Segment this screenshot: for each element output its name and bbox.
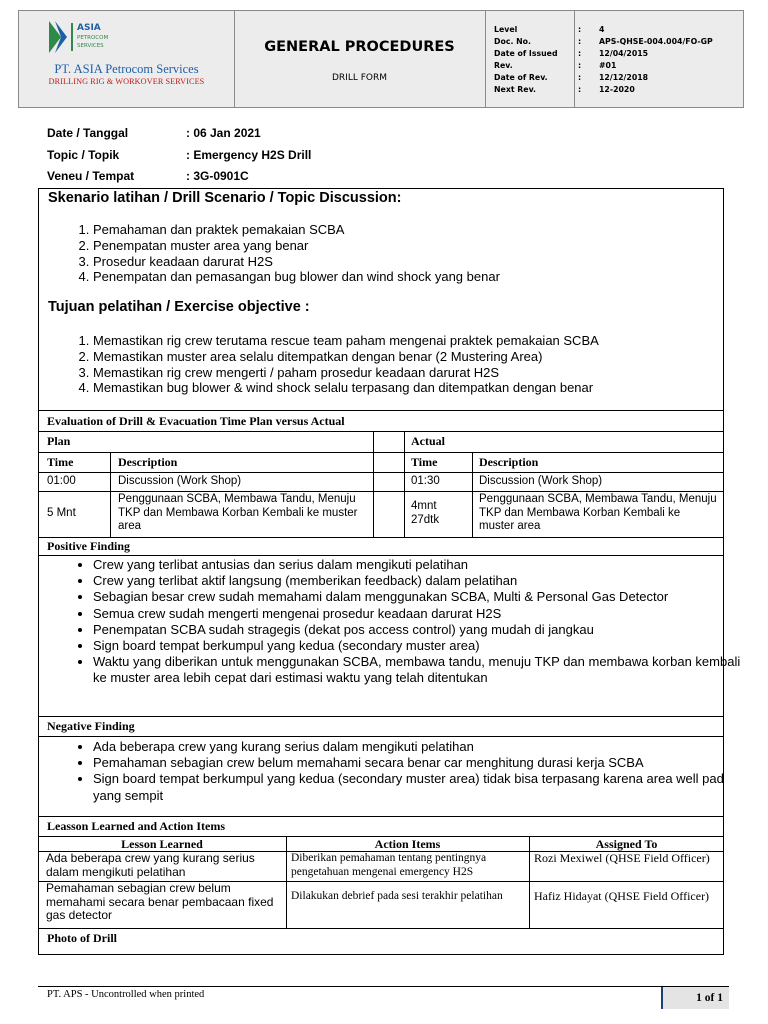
footer-divider (38, 986, 729, 987)
meta-value: 4 (599, 25, 605, 34)
positive-item: • Penempatan SCBA sudah stragegis (dekat pos access control) yang mudah di jangkau (93, 622, 753, 638)
action-cell: Dilakukan debrief pada sesi terakhir pelatihan (291, 890, 503, 902)
row-divider (38, 452, 724, 453)
meta-value: 12-2020 (599, 85, 635, 94)
row-divider (38, 491, 724, 492)
row-divider (38, 431, 724, 432)
positive-item: • Waktu yang diberikan untuk menggunakan SCBA, membawa tandu, menuju TKP dan membawa korban kembali ke muster area lebih cepat dari estimasi waktu yang telah ditentukan (93, 654, 753, 686)
info-venue (47, 169, 249, 183)
meta-label: Rev. (494, 61, 513, 70)
row-divider (38, 537, 724, 538)
lesson-cell: Ada beberapa crew yang kurang serius dalam mengikuti pelatihan (46, 851, 255, 879)
page-number: 1 of 1 (661, 987, 729, 1009)
objective-item: 2. Memastikan muster area selalu ditempatkan dengan benar (2 Mustering Area) (93, 349, 599, 365)
logo-text-1: ASIA (77, 23, 101, 33)
scenario-item: 2. Penempatan muster area yang benar (93, 238, 500, 254)
evaluation-title: Evaluation of Drill & Evacuation Time Plan versus Actual (47, 414, 345, 428)
actual-desc: Penggunaan SCBA, Membawa Tandu, Menuju TKP dan Membawa Korban Kembali ke muster area (479, 493, 717, 532)
actual-desc: Discussion (Work Shop) (479, 475, 603, 487)
negative-list (48, 739, 753, 804)
header-divider (485, 11, 486, 107)
meta-row (494, 36, 713, 48)
positive-list (48, 557, 753, 687)
row-divider (38, 716, 724, 717)
logo-text-3: SERVICES (77, 43, 104, 49)
scenario-list (48, 222, 500, 285)
meta-label: Doc. No. (494, 37, 531, 46)
plan-time: 5 Mnt (47, 507, 76, 519)
meta-label: Date of Rev. (494, 73, 548, 82)
actual-label: Actual (411, 434, 445, 448)
plan-time: 01:00 (47, 475, 76, 487)
meta-value: APS-QHSE-004.004/FO-GP (599, 37, 713, 46)
objective-list (48, 333, 599, 396)
plan-label: Plan (47, 434, 71, 448)
row-divider (38, 736, 724, 737)
meta-sep: : (578, 49, 582, 58)
scenario-item: 1. Pemahaman dan praktek pemakaian SCBA (93, 222, 500, 238)
scenario-item: 3. Prosedur keadaan darurat H2S (93, 254, 500, 270)
footer-text: PT. APS - Uncontrolled when printed (47, 989, 205, 1000)
info-label: Topic / Topik (47, 148, 120, 162)
meta-row (494, 48, 713, 60)
objective-item: 1. Memastikan rig crew terutama rescue team paham mengenai praktek pemakaian SCBA (93, 333, 599, 349)
document-title: GENERAL PROCEDURES (264, 39, 455, 55)
assigned-cell: Rozi Mexiwel (QHSE Field Officer) (534, 851, 710, 865)
negative-item: • Pemahaman sebagian crew belum memahami secara benar car menghitung durasi kerja SCBA (93, 755, 753, 771)
actual-time-header: Time (411, 455, 438, 469)
actual-time: 4mnt 27dtk (411, 500, 440, 526)
col-divider (529, 836, 530, 928)
meta-sep: : (578, 61, 582, 70)
meta-value: 12/04/2015 (599, 49, 649, 58)
meta-label: Next Rev. (494, 85, 536, 94)
col-divider (286, 836, 287, 928)
meta-sep: : (578, 73, 582, 82)
scenario-item: 4. Penempatan dan pemasangan bug blower dan wind shock yang benar (93, 269, 500, 285)
positive-item: • Semua crew sudah mengerti mengenai prosedur keadaan darurat H2S (93, 606, 753, 622)
negative-item: • Ada beberapa crew yang kurang serius dalam mengikuti pelatihan (93, 739, 753, 755)
meta-row (494, 60, 713, 72)
meta-label: Date of Issued (494, 49, 558, 58)
col-divider (404, 431, 405, 537)
info-value: : 3G-0901C (186, 169, 249, 183)
objective-title: Tujuan pelatihan / Exercise objective : (48, 299, 310, 315)
plan-desc-header: Description (118, 455, 178, 469)
lesson-header: Lesson Learned (121, 837, 203, 851)
logo-text-2: PETROCOM (77, 35, 109, 41)
col-divider (373, 431, 374, 537)
action-header: Action Items (374, 837, 441, 851)
assigned-header: Assigned To (595, 837, 658, 851)
info-date (47, 126, 261, 140)
info-topic (47, 148, 311, 162)
meta-row (494, 84, 713, 96)
info-label: Date / Tanggal (47, 126, 129, 140)
positive-item: • Sign board tempat berkumpul yang kedua (secondary muster area) (93, 638, 753, 654)
plan-desc: Discussion (Work Shop) (118, 475, 242, 487)
lesson-cell: Pemahaman sebagian crew belum memahami secara benar pembacaan fixed gas detector (46, 881, 274, 922)
company-subtitle: DRILLING RIG & WORKOVER SERVICES (48, 77, 205, 86)
meta-label: Level (494, 25, 518, 34)
scenario-title: Skenario latihan / Drill Scenario / Topic Discussion: (48, 190, 402, 206)
document-header (18, 10, 744, 108)
document-subtitle: DRILL FORM (331, 73, 387, 83)
meta-value: 12/12/2018 (599, 73, 649, 82)
assigned-cell: Hafiz Hidayat (QHSE Field Officer) (534, 889, 710, 903)
col-divider (472, 452, 473, 537)
meta-sep: : (578, 25, 582, 34)
positive-item: • Crew yang terlibat antusias dan serius dalam mengikuti pelatihan (93, 557, 753, 573)
action-cell: Diberikan pemahaman tentang pentingnya pengetahuan mengenai emergency H2S (291, 852, 487, 878)
col-divider (110, 452, 111, 537)
negative-item: • Sign board tempat berkumpul yang kedua (secondary muster area) tidak bisa terpasang karena area well pad yang sempit (93, 771, 753, 803)
info-value: : 06 Jan 2021 (186, 126, 261, 140)
document-meta (494, 24, 713, 96)
meta-row (494, 72, 713, 84)
negative-title: Negative Finding (47, 719, 135, 733)
row-divider (38, 555, 724, 556)
meta-row (494, 24, 713, 36)
plan-desc: Penggunaan SCBA, Membawa Tandu, Menuju TKP dan Membawa Korban Kembali ke muster area (118, 493, 358, 532)
positive-item: • Sebagian besar crew sudah memahami dalam menggunakan SCBA, Multi & Personal Gas Detector (93, 589, 753, 605)
row-divider (38, 410, 724, 411)
row-divider (38, 928, 724, 929)
header-divider (234, 11, 235, 107)
objective-item: 3. Memastikan rig crew mengerti / paham prosedur keadaan darurat H2S (93, 365, 599, 381)
actual-desc-header: Description (479, 455, 539, 469)
company-logo (47, 17, 127, 57)
info-label: Veneu / Tempat (47, 169, 135, 183)
plan-time-header: Time (47, 455, 74, 469)
lessons-title: Leasson Learned and Action Items (47, 819, 226, 833)
positive-item: • Crew yang terlibat aktif langsung (memberikan feedback) dalam pelatihan (93, 573, 753, 589)
meta-value: #01 (599, 61, 617, 70)
actual-time: 01:30 (411, 475, 440, 487)
positive-title: Positive Finding (47, 539, 131, 553)
meta-sep: : (578, 37, 582, 46)
meta-sep: : (578, 85, 582, 94)
row-divider (38, 472, 724, 473)
company-name: PT. ASIA Petrocom Services (54, 62, 199, 76)
photo-title: Photo of Drill (47, 931, 117, 945)
objective-item: 4. Memastikan bug blower & wind shock selalu terpasang dan ditempatkan dengan benar (93, 380, 599, 396)
info-value: : Emergency H2S Drill (186, 148, 312, 162)
row-divider (38, 816, 724, 817)
